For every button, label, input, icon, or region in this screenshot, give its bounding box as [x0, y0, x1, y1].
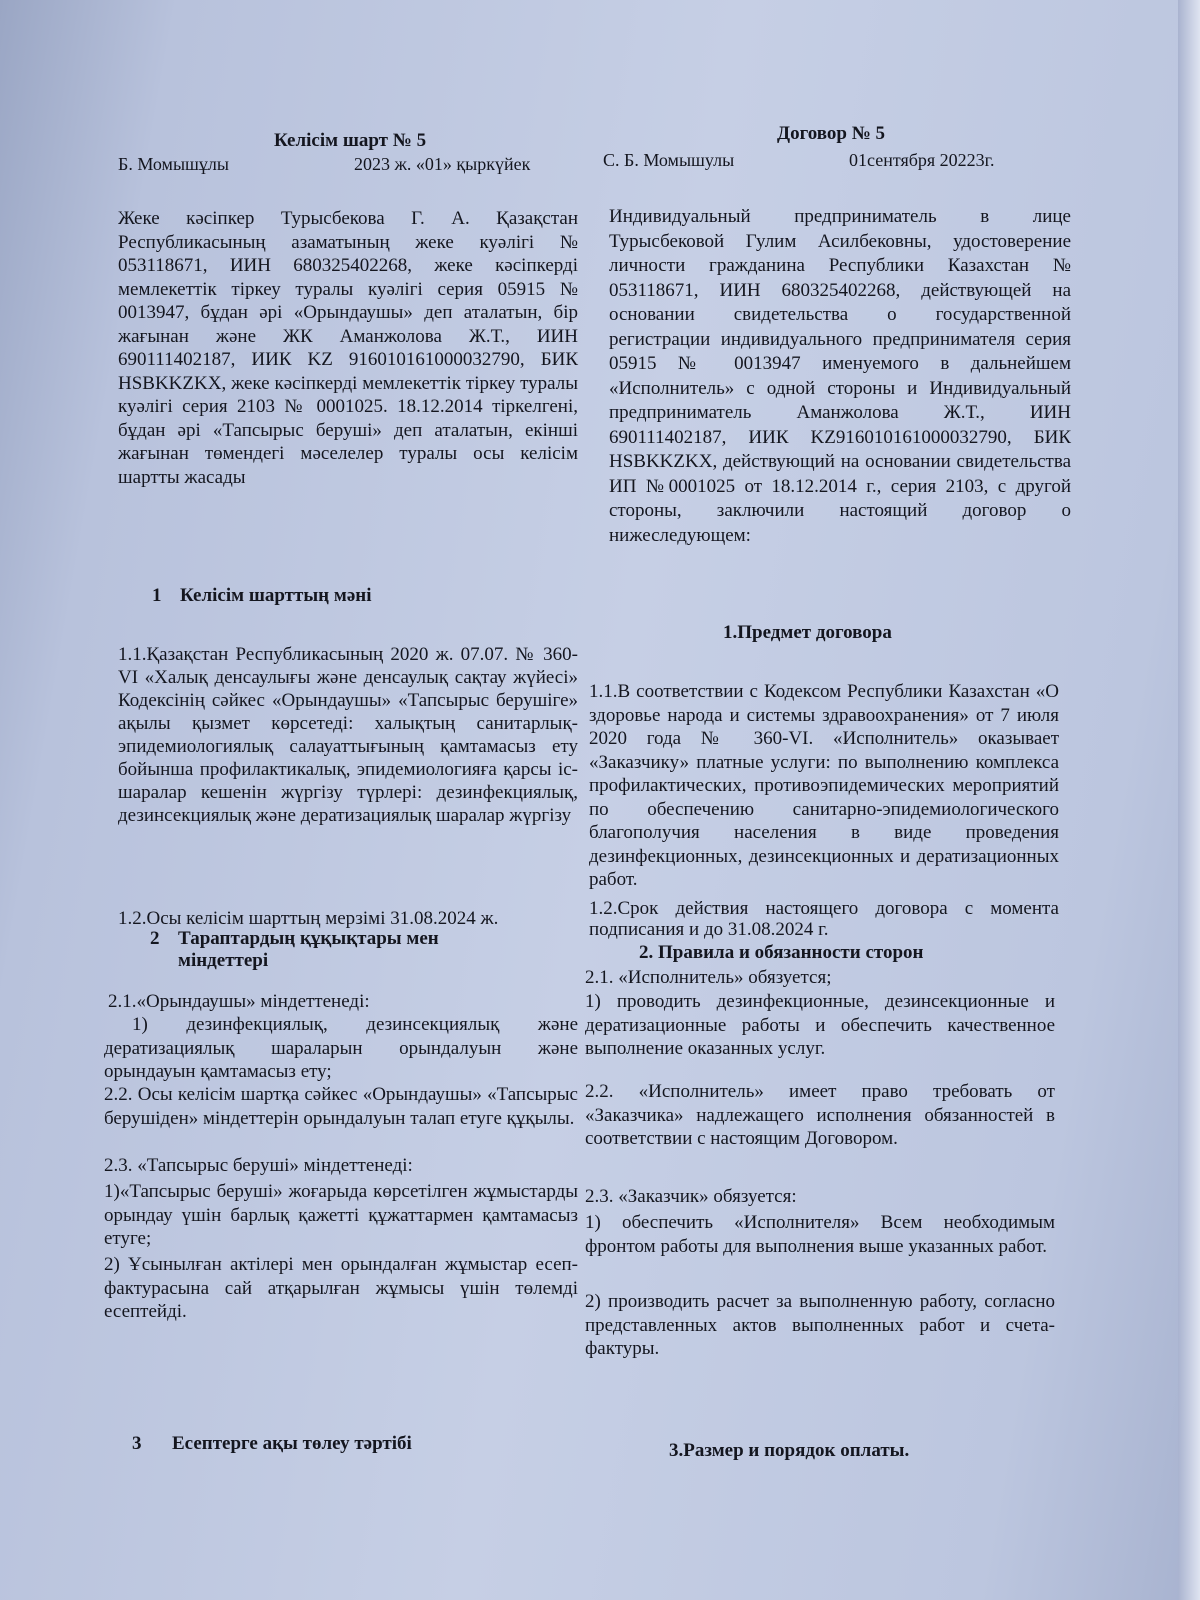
kz-clause-2-3: 2.3. «Тапсырыс беруші» міндеттенеді: [104, 1155, 413, 1176]
ru-clause-2-1-1: 1) проводить дезинфекционные, дезинсекционные и дератизационные работы и обеспечить качественное выполнение оказанных услуг. [585, 991, 1055, 1059]
ru-clause-2-3: 2.3. «Заказчик» обязуется: [585, 1186, 797, 1207]
kz-section2-heading-line2: міндеттері [178, 950, 269, 971]
kz-section1-heading [152, 585, 371, 607]
kz-clause-2-1-1: 1) дезинфекциялық, дезинсекциялық және дератизациялық шараларын орындалуын және орындауын қамтамасыз ету; [104, 1014, 578, 1082]
ru-place: С. Б. Момышулы [603, 150, 735, 170]
kz-clause-2-3-2: 2) Ұсынылған актілері мен орындалған жұмыстар есеп-фактурасына сай атқарылған жұмысы үшін төлемді есептейді. [104, 1254, 578, 1322]
kz-clause-1-2: 1.2.Осы келісім шарттың мерзімі 31.08.2024 ж. [118, 908, 499, 929]
kz-clause-2-2: 2.2. Осы келісім шартқа сәйкес «Орындаушы» «Тапсырыс берушіден» міндеттерін орындалуын талап етуге құқылы. [104, 1084, 578, 1129]
kz-date: 2023 ж. «01» қыркүйек [354, 154, 531, 174]
ru-clause-2-2: 2.2. «Исполнитель» имеет право требовать от «Заказчика» надлежащего исполнения обязанностей в соответствии с настоящим Договором. [585, 1081, 1055, 1149]
kz-section1-title: Келісім шарттың мәні [180, 585, 372, 606]
ru-date: 01сентября 20223г. [849, 150, 995, 170]
kz-clause-1-1: 1.1.Қазақстан Республикасының 2020 ж. 07.07. № 360-VI «Халық денсаулығы және денсаулық сақтау жүйесі» Кодексінің сәйкес «Орындаушы» «Тапсырыс берушіге» ақылы қызмет көрсетеді: халықтың санитарлық-эпидемиологиялық салауаттығының қамтамасыз ету бойынша профилактикалық, эпидемиологияға қарсы іс-шаралар кешенін жүргізу түрлері: дезинфекциялық, дезинсекциялық және дератизациялық шаралар жүргізу [118, 644, 578, 826]
ru-clause-2-3-2: 2) производить расчет за выполненную работу, согласно представленных актов выполненных работ и счета-фактуры. [585, 1291, 1055, 1359]
kz-preamble: Жеке кәсіпкер Турысбекова Г. А. Қазақстан Республикасының азаматының жеке куәлігі № 053118671, ИИН 680325402268, жеке кәсіпкерді мемлекеттік тіркеу туралы куәлігі серия 05915 № 0013947, бұдан әрі «Орындаушы» деп аталатын, бір жағынан және ЖК Аманжолова Ж.Т., ИИН 690111402187, ИИК KZ 916010161000032790, БИК HSBKKZKX, жеке кәсіпкерді мемлекеттік тіркеу туралы куәлігі серия 2103 № 0001025. 18.12.2014 тіркелгені, бұдан әрі «Тапсырыс беруші» деп аталатын, екінші жағынан төмендегі мәселелер туралы осы келісім шартты жасады [118, 208, 578, 488]
ru-section2-heading: 2. Правила и обязанности сторон [639, 942, 924, 963]
kz-section2-heading [150, 928, 439, 950]
kz-section2-title-line1: Тараптардың құқықтары мен [178, 928, 439, 949]
kz-section2-number: 2 [150, 928, 160, 949]
kz-title: Келісім шарт № 5 [274, 130, 427, 151]
kz-clause-2-1: 2.1.«Орындаушы» міндеттенеді: [108, 991, 370, 1012]
kz-clause-2-3-1: 1)«Тапсырыс беруші» жоғарыда көрсетілген жұмыстарды орындау үшін барлық қажетті құжаттармен қамтамасыз етуге; [104, 1181, 578, 1249]
ru-clause-2-1: 2.1. «Исполнитель» обязуется; [585, 967, 832, 988]
kz-section3-title: Есептерге ақы төлеу тәртібі [172, 1433, 412, 1454]
paper-edge [1178, 0, 1200, 1600]
kz-section3-number: 3 [132, 1433, 142, 1454]
kz-section1-number: 1 [152, 585, 162, 606]
ru-section1-heading: 1.Предмет договора [723, 622, 892, 643]
ru-preamble: Индивидуальный предприниматель в лице Турысбековой Гулим Асилбековны, удостоверение личности гражданина Республики Казахстан № 053118671, ИИН 680325402268, действующей на основании свидетельства о государственной регистрации индивидуального предпринимателя серия 05915 № 0013947 именуемого в дальнейшем «Исполнитель» с одной стороны и Индивидуальный предприниматель Аманжолова Ж.Т., ИИН 690111402187, ИИК KZ916010161000032790, БИК HSBKKZKX, действующий на основании свидетельства ИП №0001025 от 18.12.2014 г., серия 2103, с другой стороны, заключили настоящий договор о нижеследующем: [609, 206, 1071, 546]
kz-place: Б. Момышұлы [118, 154, 229, 174]
ru-title: Договор № 5 [777, 123, 886, 144]
kz-section3-heading [132, 1433, 412, 1455]
ru-section3-heading: 3.Размер и порядок оплаты. [669, 1440, 910, 1461]
ru-clause-1-1: 1.1.В соответствии с Кодексом Республики Казахстан «О здоровье народа и системы здравоохранения» от 7 июля 2020 года № 360-VI. «Исполнитель» оказывает «Заказчику» платные услуги: по выполнению комплекса профилактических, противоэпидемических мероприятий по обеспечению санитарно-эпидемиологического благополучия населения в виде проведения дезинфекционных, дезинсекционных и дератизационных работ. [589, 681, 1059, 890]
ru-clause-2-3-1: 1) обеспечить «Исполнителя» Всем необходимым фронтом работы для выполнения выше указанных работ. [585, 1212, 1055, 1257]
ru-clause-1-2: 1.2.Срок действия настоящего договора с момента подписания и до 31.08.2024 г. [589, 898, 1059, 940]
